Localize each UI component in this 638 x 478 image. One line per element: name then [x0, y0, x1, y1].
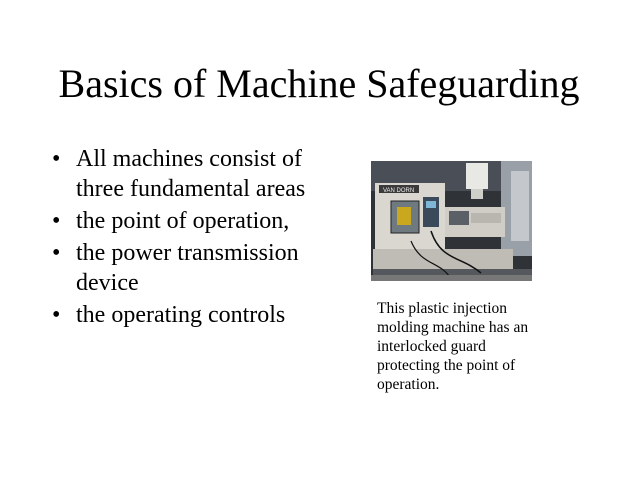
bullet-dot: • — [52, 240, 61, 266]
bullet-text: the point of operation, — [76, 208, 290, 234]
bullet-text: the power transmission device — [76, 240, 299, 296]
photo-caption: This plastic injection molding machine has an interlocked guard protecting the point of operation. — [377, 300, 529, 393]
slide-title: Basics of Machine Safeguarding — [58, 61, 580, 106]
bullet-item — [52, 238, 314, 298]
injection-molding-machine-image — [371, 161, 532, 281]
bullet-item — [52, 206, 314, 236]
bullet-text: All machines consist of three fundamental areas — [76, 146, 306, 202]
bullet-dot: • — [52, 146, 61, 172]
bullet-text: the operating controls — [76, 302, 286, 328]
bullet-list — [52, 144, 314, 332]
bullet-item — [52, 144, 314, 204]
machine-photo — [371, 161, 532, 281]
bullet-dot: • — [52, 302, 61, 328]
bullet-dot: • — [52, 208, 61, 234]
bullet-item — [52, 300, 314, 330]
machine-brand-label: VAN DORN — [383, 188, 415, 194]
